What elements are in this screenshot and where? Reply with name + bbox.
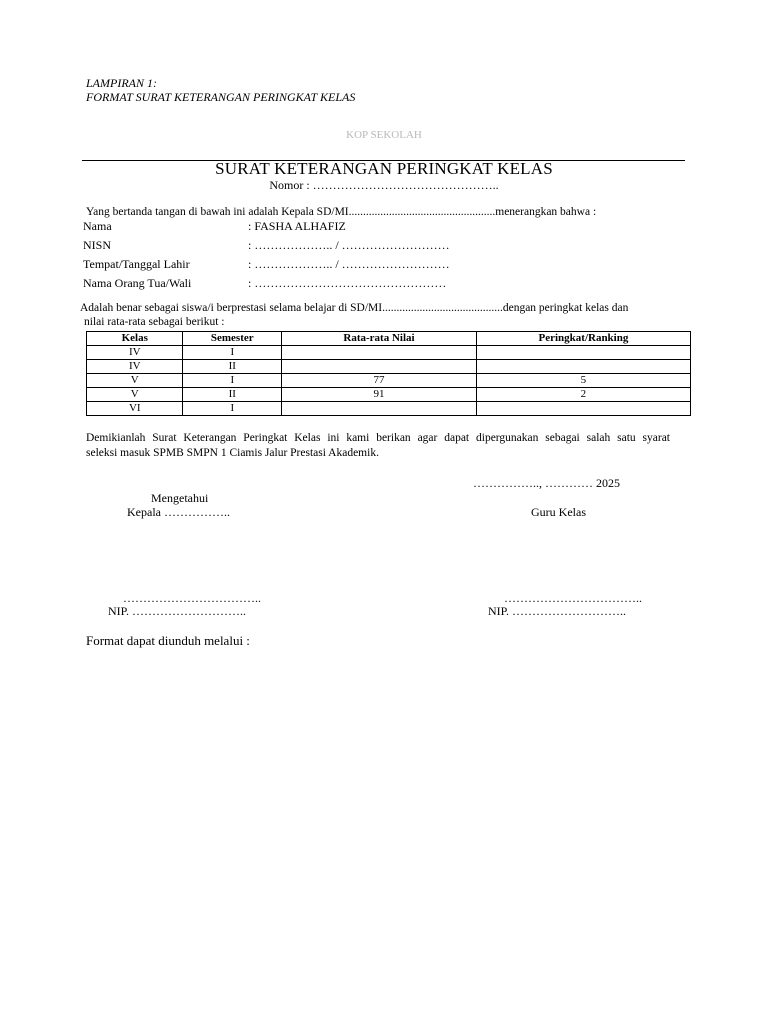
signature-right-name: …………………………….. <box>504 591 642 605</box>
intro-text: Yang bertanda tangan di bawah ini adalah Kepala SD/MI...................................................menerangkan bahwa : <box>86 206 597 218</box>
cell-peringkat <box>476 346 690 360</box>
cell-nilai <box>282 360 477 374</box>
cell-peringkat <box>476 402 690 416</box>
statement-line-1: Adalah benar sebagai siswa/i berprestasi selama belajar di SD/MI..........................................dengan peringkat kelas dan <box>80 302 629 314</box>
cell-semester: II <box>183 388 282 402</box>
table-header-row <box>87 332 691 346</box>
cell-peringkat <box>476 360 690 374</box>
cell-nilai: 77 <box>282 374 477 388</box>
header-semester: Semester <box>183 332 282 346</box>
document-title: SURAT KETERANGAN PERINGKAT KELAS <box>215 159 553 178</box>
cell-kelas: VI <box>87 402 183 416</box>
cell-semester: I <box>183 402 282 416</box>
grades-table <box>86 331 691 416</box>
cell-nilai <box>282 402 477 416</box>
header-peringkat: Peringkat/Ranking <box>476 332 690 346</box>
table-row <box>87 402 691 416</box>
cell-peringkat: 5 <box>476 374 690 388</box>
cell-kelas: IV <box>87 346 183 360</box>
cell-peringkat: 2 <box>476 388 690 402</box>
header-kelas: Kelas <box>87 332 183 346</box>
field-value-ttl: : ……………….. / ……………………… <box>248 257 450 271</box>
cell-semester: I <box>183 346 282 360</box>
download-note: Format dapat diunduh melalui : <box>86 633 250 648</box>
cell-semester: II <box>183 360 282 374</box>
closing-line-1: Demikianlah Surat Keterangan Peringkat Kelas ini kami berikan agar dapat dipergunakan sebagai salah satu syarat <box>86 432 670 444</box>
table-row <box>87 374 691 388</box>
field-label-nama: Nama <box>83 219 112 233</box>
signature-right-nip: NIP. ……………………….. <box>488 604 627 618</box>
table-row <box>87 388 691 402</box>
cell-nilai <box>282 346 477 360</box>
field-label-nisn: NISN <box>83 238 112 252</box>
lampiran-label: LAMPIRAN 1: <box>86 76 157 90</box>
document-number: Nomor : ……………………………………….. <box>269 178 499 192</box>
cell-kelas: V <box>87 374 183 388</box>
date-line: …………….., ………… 2025 <box>473 476 620 490</box>
field-value-nisn: : ……………….. / ……………………… <box>248 238 450 252</box>
cell-kelas: IV <box>87 360 183 374</box>
statement-line-2: nilai rata-rata sebagai berikut : <box>84 316 225 328</box>
field-value-wali: : ………………………………………… <box>248 276 447 290</box>
field-label-ttl: Tempat/Tanggal Lahir <box>83 257 190 271</box>
cell-nilai: 91 <box>282 388 477 402</box>
table-row <box>87 360 691 374</box>
signature-left-title: Kepala …………….. <box>127 505 230 519</box>
table-row <box>87 346 691 360</box>
cell-kelas: V <box>87 388 183 402</box>
signature-left-nip: NIP. ……………………….. <box>108 604 247 618</box>
closing-line-2: seleksi masuk SPMB SMPN 1 Ciamis Jalur Prestasi Akademik. <box>86 447 379 459</box>
signature-left-name: …………………………….. <box>123 591 261 605</box>
lampiran-subtitle: FORMAT SURAT KETERANGAN PERINGKAT KELAS <box>86 90 356 104</box>
header-rata-rata: Rata-rata Nilai <box>282 332 477 346</box>
field-value-nama: : FASHA ALHAFIZ <box>248 219 346 233</box>
cell-semester: I <box>183 374 282 388</box>
signature-right-title: Guru Kelas <box>531 505 586 519</box>
kop-sekolah-placeholder: KOP SEKOLAH <box>346 129 422 141</box>
signature-left-heading: Mengetahui <box>151 491 209 505</box>
field-label-wali: Nama Orang Tua/Wali <box>83 276 192 290</box>
